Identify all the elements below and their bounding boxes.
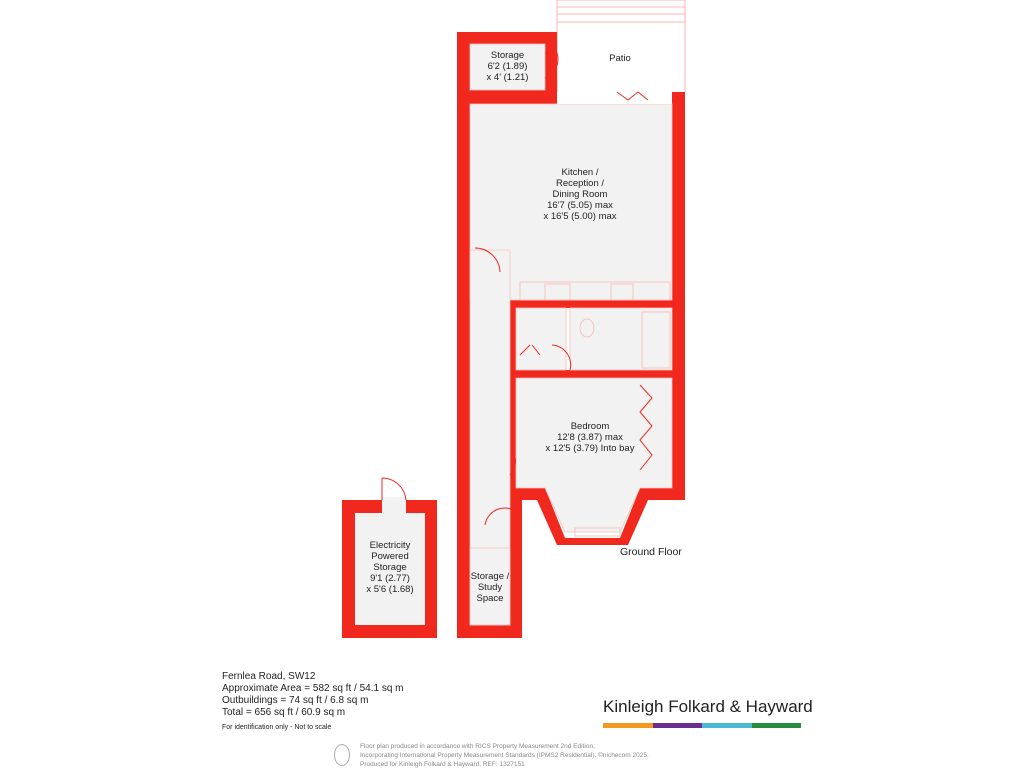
brand-bar-orange [603, 723, 653, 728]
study-label [465, 571, 515, 604]
footer-line: Produced for Kinleigh Folkard & Hayward. REF: 1327151 [360, 761, 525, 768]
room-name: Space [476, 593, 504, 604]
footer-line: Incorporating International Property Measurement Standards (IPMS2 Residential). ©nichecom 2025. [360, 752, 649, 759]
room-dim: 6'2 (1.89) [487, 61, 528, 72]
room-name: Study [477, 582, 503, 593]
room-dim: x 4' (1.21) [486, 72, 529, 83]
bedroom-label [525, 421, 655, 454]
outbuildings-area: Outbuildings = 74 sq ft / 6.8 sq m [222, 695, 369, 706]
footer-notes [360, 742, 649, 769]
room-dim: 9'1 (2.77) [370, 573, 410, 584]
bathroom-floor [570, 308, 672, 370]
room-name: Dining Room [552, 189, 608, 200]
approximate-area: Approximate Area = 582 sq ft / 54.1 sq m [222, 683, 404, 694]
property-info [222, 671, 404, 734]
patio-doors [557, 92, 672, 104]
address: Fernlea Road, SW12 [222, 671, 316, 682]
room-dim: x 5'6 (1.68) [366, 584, 414, 595]
brand-color-bar [603, 723, 801, 728]
room-dim: 16'7 (5.05) max [547, 200, 613, 211]
floor-label: Ground Floor [620, 546, 682, 558]
electricity-storage-label [355, 540, 425, 595]
room-name: Powered [371, 551, 409, 562]
bedroom-floor [516, 378, 672, 532]
room-name: Electricity [369, 540, 411, 551]
disclaimer: For identification only - Not to scale [222, 724, 332, 731]
total-area: Total = 656 sq ft / 60.9 sq m [222, 707, 346, 718]
room-name: Kitchen / [561, 167, 599, 178]
cupboard-floor [516, 308, 566, 370]
room-name: Reception / [555, 178, 605, 189]
footer-line: Floor plan produced in accordance with RICS Property Measurement 2nd Edition, [360, 743, 595, 750]
room-name: Storage [490, 50, 525, 61]
room-name: Storage [373, 562, 407, 573]
person-icon [334, 744, 350, 766]
room-dim: x 12'5 (3.79) Into bay [545, 443, 635, 454]
brand-logo: Kinleigh Folkard & Hayward [603, 697, 813, 716]
patio-label: Patio [609, 53, 631, 64]
kitchen-label [510, 167, 650, 222]
room-dim: x 16'5 (5.00) max [543, 211, 617, 222]
room-dim: 12'8 (3.87) max [557, 432, 623, 443]
brand-bar-purple [653, 723, 703, 728]
patio-railing [557, 0, 685, 92]
storage-top-label [470, 50, 545, 83]
brand-bar-green [752, 723, 802, 728]
room-name: Bedroom [570, 421, 610, 432]
brand-bar-blue [702, 723, 752, 728]
room-name: Storage / [470, 571, 510, 582]
